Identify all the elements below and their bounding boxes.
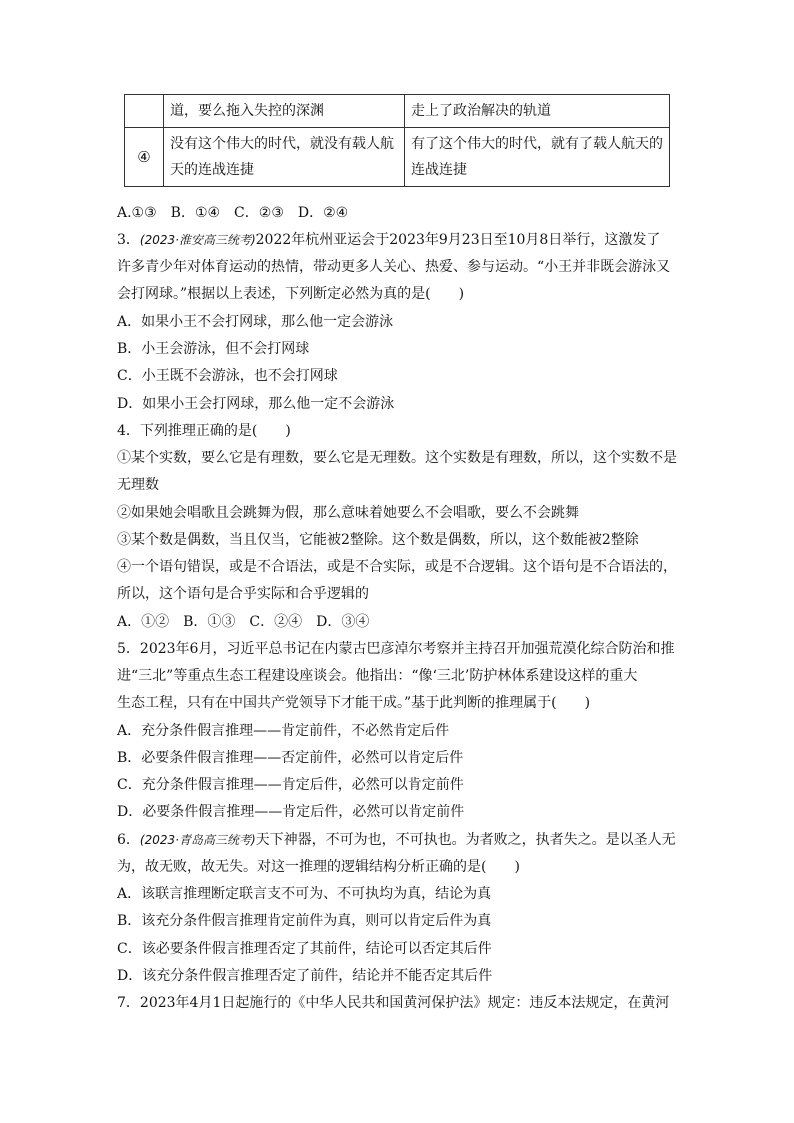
cell-text: 道，要么拖入失控的深渊 [170, 103, 324, 119]
left-cell [164, 128, 405, 187]
q5-option-a: A．充分条件假言推理——肯定前件，不必然肯定后件 [117, 723, 450, 739]
q2-options: A.①③ B．①④ C．②③ D．②④ [117, 205, 349, 221]
q3-stem-line: 会打网球。”根据以上表述，下列断定必然为真的是( ) [117, 286, 465, 302]
q4-item-4-cont: 所以，这个语句是合乎实际和合乎逻辑的 [117, 586, 369, 602]
cell-text: 连战连捷 [411, 162, 467, 178]
q6-option-d: D．该充分条件假言推理否定了前件，结论并不能否定其后件 [117, 968, 493, 984]
q4-stem: 4．下列推理正确的是( ) [117, 423, 291, 439]
q5-stem: 5．2023年6月，习近平总书记在内蒙古巴彦淖尔考察并主持召开加强荒漠化综合防治和推 [117, 641, 675, 657]
cell-text: 有了这个伟大的时代，就有了载人航天的 [411, 136, 663, 152]
question-source: (2023·淮安高三统考) [139, 233, 256, 247]
q3-option-a: A．如果小王不会打网球，那么他一定会游泳 [117, 314, 394, 330]
cell-text: 天的连战连捷 [170, 162, 254, 178]
q6-stem [117, 830, 676, 850]
cell-text: 没有这个伟大的时代，就没有载人航 [170, 136, 394, 152]
q5-stem-line: 生态工程，只有在中国共产党领导下才能干成。”基于此判断的推理属于( ) [117, 695, 591, 711]
q5-stem-line: 进“三北”等重点生态工程建设座谈会。他指出：“像‘三北’防护林体系建设这样的重大 [117, 668, 638, 684]
q3-option-d: D．如果小王会打网球，那么他一定不会游泳 [117, 396, 395, 412]
q6-option-b: B．该充分条件假言推理肯定前件为真，则可以肯定后件为真 [117, 913, 492, 929]
q4-item-4: ④一个语句错误，或是不合语法，或是不合实际，或是不合逻辑。这个语句是不合语法的， [117, 559, 677, 575]
row-number [125, 95, 164, 128]
q4-item-2: ②如果她会唱歌且会跳舞为假，那么意味着她要么不会唱歌，要么不会跳舞 [117, 505, 579, 521]
q5-option-c: C．充分条件假言推理——肯定后件，必然可以肯定前件 [117, 777, 464, 793]
q3-stem-line: 许多青少年对体育运动的热情，带动更多人关心、热爱、参与运动。“小王并非既会游泳又 [117, 259, 671, 275]
left-cell [164, 95, 405, 128]
q3-option-c: C．小王既不会游泳，也不会打网球 [117, 368, 338, 384]
table-row [125, 95, 670, 128]
q4-item-1: ①某个实数，要么它是有理数，要么它是无理数。这个实数是有理数，所以，这个实数不是 [117, 450, 677, 466]
right-cell [405, 95, 670, 128]
q4-item-1-cont: 无理数 [117, 477, 159, 493]
row-number: ④ [125, 128, 164, 187]
question-text: 2022年杭州亚运会于2023年9月23日至10月8日举行，这激发了 [255, 232, 661, 248]
q5-option-b: B．必要条件假言推理——否定前件，必然可以肯定后件 [117, 750, 464, 766]
options-table [124, 94, 670, 187]
question-number: 3． [117, 232, 140, 248]
question-text: 天下神器，不可为也，不可执也。为者败之，执者失之。是以圣人无 [255, 832, 676, 848]
q7-stem: 7．2023年4月1日起施行的《中华人民共和国黄河保护法》规定：违反本法规定，在黄河 [117, 995, 670, 1011]
q4-item-3: ③某个数是偶数，当且仅当，它能被2整除。这个数是偶数，所以，这个数能被2整除 [117, 532, 639, 548]
q6-option-a: A．该联言推理断定联言支不可为、不可执均为真，结论为真 [117, 886, 492, 902]
q3-option-b: B．小王会游泳，但不会打网球 [117, 341, 310, 357]
question-number: 6． [117, 832, 140, 848]
table-row [125, 128, 670, 187]
question-source: (2023·青岛高三统考) [139, 833, 256, 847]
q5-option-d: D．必要条件假言推理——肯定后件，必然可以肯定前件 [117, 804, 465, 820]
right-cell [405, 128, 670, 187]
q4-options: A．①② B．①③ C．②④ D．③④ [117, 614, 370, 630]
q3-stem [117, 230, 660, 250]
q6-option-c: C．该必要条件假言推理否定了其前件，结论可以否定其后件 [117, 941, 492, 957]
q6-stem-line: 为，故无败，故无失。对这一推理的逻辑结构分析正确的是( ) [117, 859, 520, 875]
cell-text: 走上了政治解决的轨道 [411, 103, 551, 119]
